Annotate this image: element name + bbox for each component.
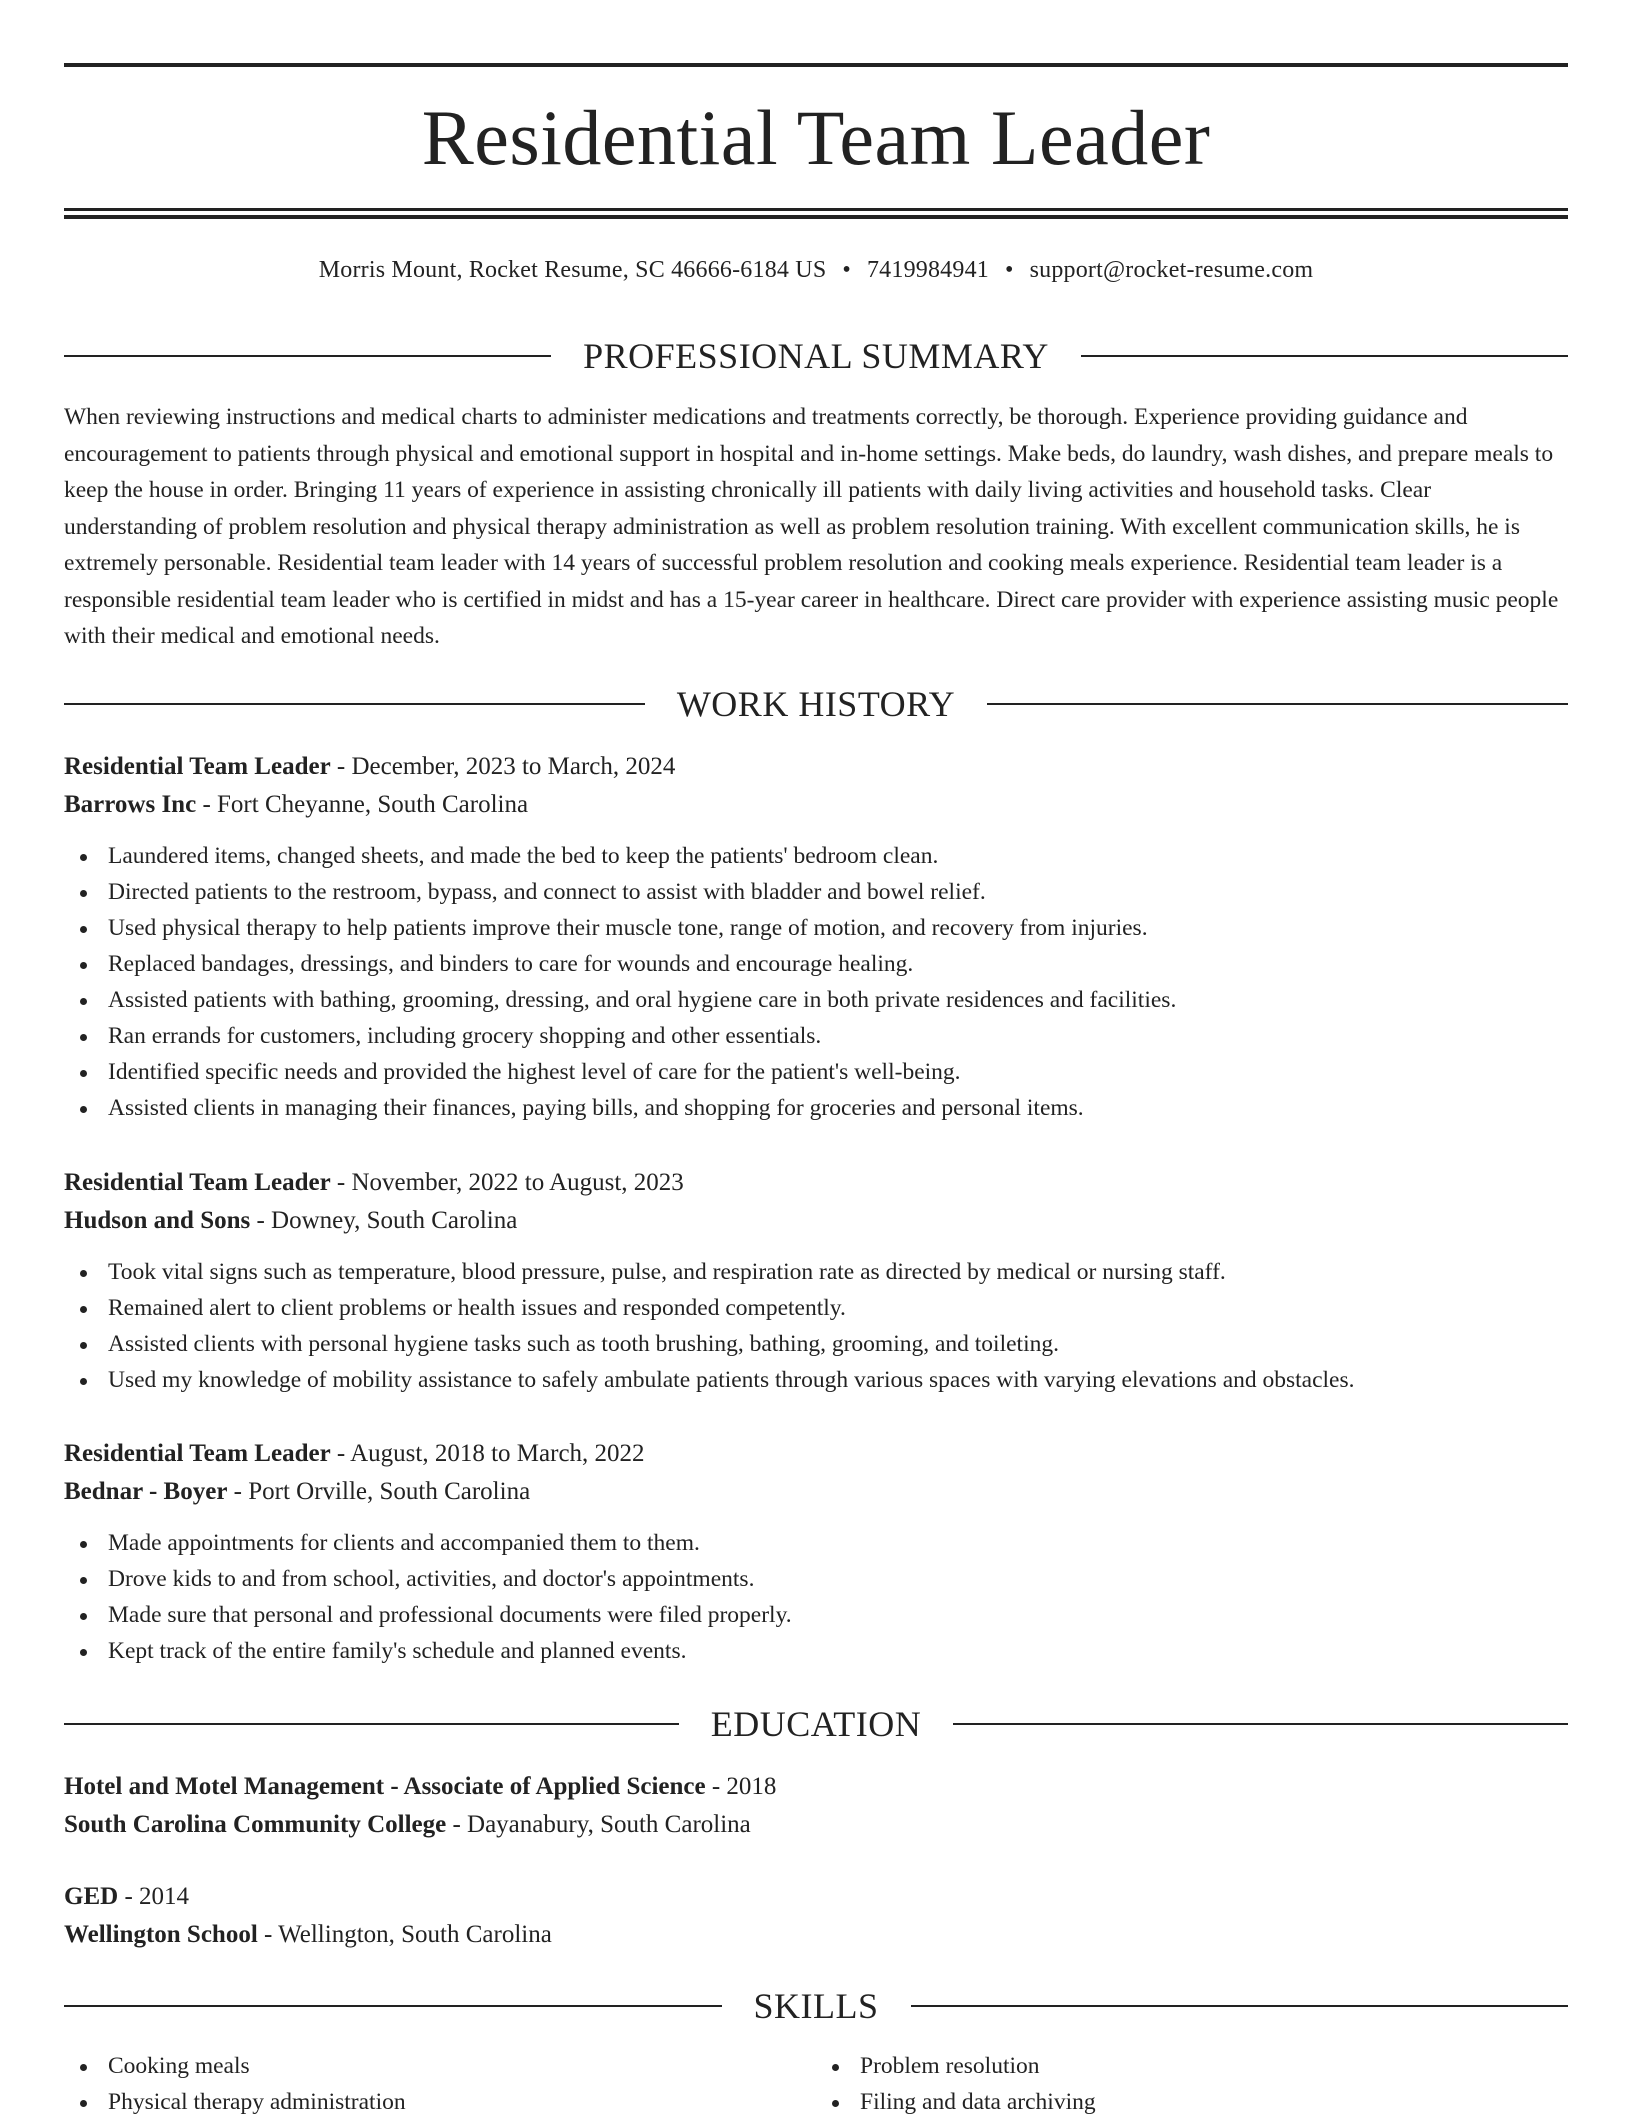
skills-list <box>64 2048 1568 2120</box>
title-rule-lower <box>64 215 1568 219</box>
job-title-line <box>64 748 1568 786</box>
list-item: Made appointments for clients and accompanied them to them. <box>64 1525 1568 1561</box>
job-location: - Port Orville, South Carolina <box>227 1478 531 1505</box>
job-company: Bednar - Boyer <box>64 1478 228 1505</box>
heading-rule <box>64 2005 722 2007</box>
list-item: Cooking meals <box>64 2048 816 2084</box>
job-company-line <box>64 1473 1568 1511</box>
contact-line <box>64 254 1568 286</box>
contact-address: Morris Mount, Rocket Resume, SC 46666-6184 US <box>318 257 827 283</box>
education-degree-line <box>64 1768 1568 1806</box>
summary-heading <box>64 336 1568 376</box>
top-rule <box>64 63 1568 67</box>
contact-phone: 7419984941 <box>866 257 989 283</box>
heading-rule <box>1081 355 1568 357</box>
work-history-heading <box>64 684 1568 724</box>
heading-rule <box>911 2005 1569 2007</box>
list-item: Remained alert to client problems or health issues and responded competently. <box>64 1290 1568 1326</box>
list-item: Filing and data archiving <box>816 2084 1568 2120</box>
education-year: - 2018 <box>705 1773 777 1800</box>
list-item: Took vital signs such as temperature, blood pressure, pulse, and respiration rate as directed by medical or nursing staff. <box>64 1254 1568 1290</box>
list-item: Kept track of the entire family's schedule and planned events. <box>64 1633 1568 1669</box>
list-item: Drove kids to and from school, activities, and doctor's appointments. <box>64 1561 1568 1597</box>
education-entry <box>64 1768 1568 1844</box>
job-dates: - December, 2023 to March, 2024 <box>330 753 676 780</box>
job-bullets <box>64 838 1568 1126</box>
job-company: Barrows Inc <box>64 791 197 818</box>
job-title: Residential Team Leader <box>64 753 331 780</box>
heading-rule <box>64 355 551 357</box>
job-entry <box>64 748 1568 1126</box>
education-location: - Dayanabury, South Carolina <box>446 1811 751 1838</box>
section-heading-text: PROFESSIONAL SUMMARY <box>583 336 1049 376</box>
education-school: South Carolina Community College <box>64 1811 447 1838</box>
job-location: - Fort Cheyanne, South Carolina <box>196 791 529 818</box>
skills-column-left <box>64 2048 816 2120</box>
job-title: Residential Team Leader <box>64 1440 331 1467</box>
education-heading <box>64 1704 1568 1744</box>
job-company-line <box>64 786 1568 824</box>
job-location: - Downey, South Carolina <box>250 1207 518 1234</box>
list-item: Directed patients to the restroom, bypass, and connect to assist with bladder and bowel relief. <box>64 874 1568 910</box>
list-item: Ran errands for customers, including grocery shopping and other essentials. <box>64 1018 1568 1054</box>
job-entry <box>64 1164 1568 1398</box>
education-year: - 2014 <box>118 1883 190 1910</box>
education-school-line <box>64 1806 1568 1844</box>
job-dates: - August, 2018 to March, 2022 <box>330 1440 645 1467</box>
summary-text: When reviewing instructions and medical charts to administer medications and treatments correctly, be thorough. Experience providing guidance and encouragement to patients through physical and emotional support in hospital and in-home settings. Make beds, do laundry, wash dishes, and prepare meals to keep the house in order. Bringing 11 years of experience in assisting chronically ill patients with daily living activities and household tasks. Clear understanding of problem resolution and physical therapy administration as well as problem resolution training. With excellent communication skills, he is extremely personable. Residential team leader with 14 years of successful problem resolution and cooking meals experience. Residential team leader is a responsible residential team leader who is certified in midst and has a 15-year career in healthcare. Direct care provider with experience assisting music people with their medical and emotional needs. <box>64 404 1559 649</box>
contact-separator: • <box>1004 257 1014 283</box>
education-degree-line <box>64 1878 1568 1916</box>
job-bullets <box>64 1525 1568 1669</box>
section-heading-text: EDUCATION <box>710 1704 922 1744</box>
list-item: Assisted clients in managing their finances, paying bills, and shopping for groceries and personal items. <box>64 1090 1568 1126</box>
heading-rule <box>953 1723 1568 1725</box>
list-item: Identified specific needs and provided the highest level of care for the patient's well-being. <box>64 1054 1568 1090</box>
education-school-line <box>64 1916 1568 1954</box>
resume-title: Residential Team Leader <box>421 94 1211 181</box>
job-title-line <box>64 1164 1568 1202</box>
list-item: Problem resolution <box>816 2048 1568 2084</box>
skills-column-right <box>816 2048 1568 2120</box>
title-rule-upper <box>64 208 1568 211</box>
list-item: Replaced bandages, dressings, and binders to care for wounds and encourage healing. <box>64 946 1568 982</box>
job-entry <box>64 1435 1568 1669</box>
education-location: - Wellington, South Carolina <box>257 1921 552 1948</box>
education-entry <box>64 1878 1568 1954</box>
list-item: Assisted patients with bathing, grooming, dressing, and oral hygiene care in both private residences and facilities. <box>64 982 1568 1018</box>
education-school: Wellington School <box>64 1921 258 1948</box>
job-dates: - November, 2022 to August, 2023 <box>330 1169 684 1196</box>
list-item: Used physical therapy to help patients improve their muscle tone, range of motion, and recovery from injuries. <box>64 910 1568 946</box>
education-degree: Hotel and Motel Management - Associate of Applied Science <box>64 1773 706 1800</box>
job-company: Hudson and Sons <box>64 1207 251 1234</box>
skills-heading <box>64 1986 1568 2026</box>
job-title-line <box>64 1435 1568 1473</box>
list-item: Assisted clients with personal hygiene tasks such as tooth brushing, bathing, grooming, and toileting. <box>64 1326 1568 1362</box>
list-item: Used my knowledge of mobility assistance to safely ambulate patients through various spaces with varying elevations and obstacles. <box>64 1362 1568 1398</box>
list-item: Physical therapy administration <box>64 2084 816 2120</box>
heading-rule <box>64 1723 679 1725</box>
contact-separator: • <box>842 257 851 283</box>
job-company-line <box>64 1202 1568 1240</box>
list-item: Laundered items, changed sheets, and made the bed to keep the patients' bedroom clean. <box>64 838 1568 874</box>
section-heading-text: WORK HISTORY <box>676 684 956 724</box>
job-bullets <box>64 1254 1568 1398</box>
job-title: Residential Team Leader <box>64 1169 331 1196</box>
section-heading-text: SKILLS <box>753 1986 879 2026</box>
list-item: Made sure that personal and professional documents were filed properly. <box>64 1597 1568 1633</box>
contact-email: support@rocket-resume.com <box>1029 257 1314 283</box>
heading-rule <box>987 703 1568 705</box>
education-degree: GED <box>64 1883 119 1910</box>
heading-rule <box>64 703 645 705</box>
